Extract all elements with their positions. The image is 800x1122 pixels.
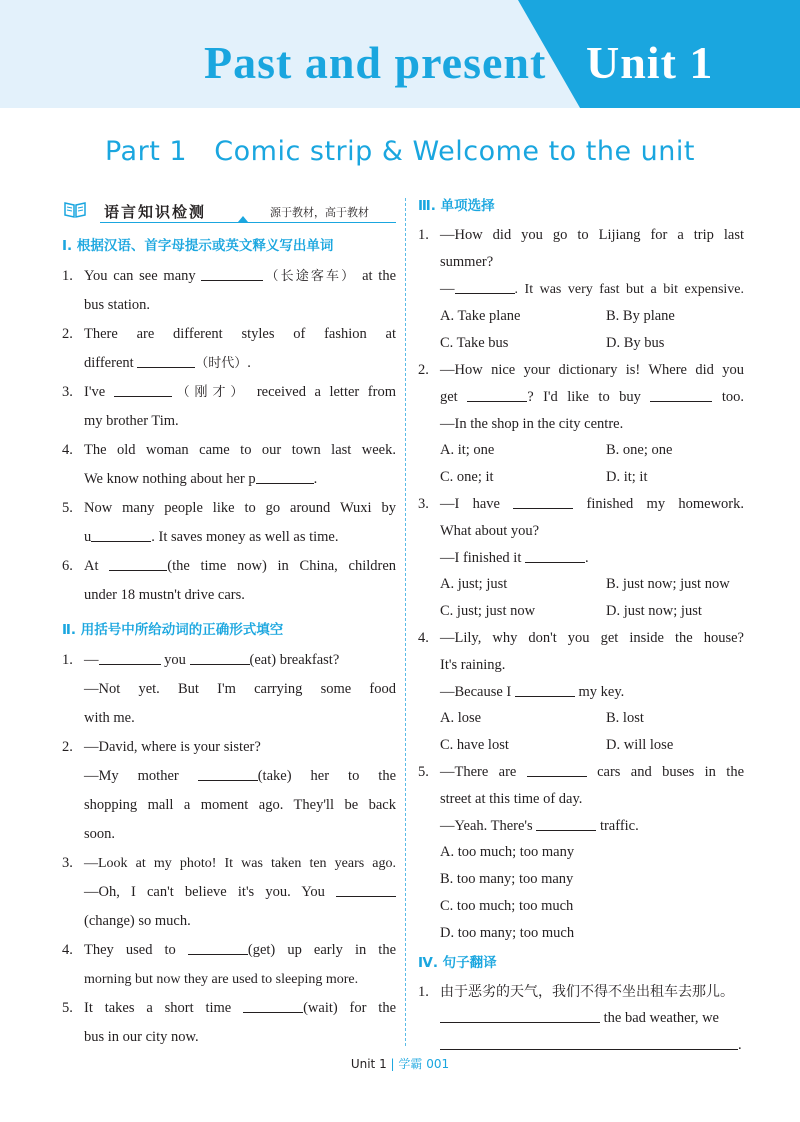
question-text: breakfast? [279, 652, 340, 668]
knowledge-subtitle: 源于教材，高于教材 [270, 206, 369, 219]
s2-question-4 [62, 936, 396, 994]
answer-blank[interactable] [515, 683, 575, 697]
question-text: at the [362, 268, 397, 284]
answer-blank[interactable] [91, 528, 151, 542]
s3-question-2 [418, 357, 744, 437]
question-text: with me. [84, 710, 135, 726]
answer-blank[interactable] [243, 999, 303, 1013]
question-text: —My mother [84, 768, 179, 784]
option-a[interactable]: A. just; just [440, 576, 508, 593]
s3-question-5 [418, 759, 744, 839]
question-text: her to the [310, 768, 397, 784]
s1-question-4 [62, 436, 396, 494]
question-text: . It saves money as well as time. [151, 529, 339, 545]
question-text: so much. [138, 913, 191, 929]
s2-question-1 [62, 646, 396, 733]
question-text: my key. [578, 683, 625, 700]
hint-text: (take) [257, 768, 292, 784]
question-text: bus in our city now. [84, 1029, 199, 1045]
knowledge-title: 语言知识检测 [104, 203, 207, 221]
section-4-heading: Ⅳ. 句子翻译 [418, 954, 497, 971]
column-divider [405, 198, 406, 1046]
question-text: . [738, 1037, 742, 1054]
part-title: Part 1 Comic strip & Welcome to the unit [104, 136, 695, 167]
option-d[interactable]: D. it; it [606, 469, 648, 486]
question-number: 2. [62, 739, 73, 755]
s2-question-5 [62, 994, 396, 1052]
footer-brand: 学霸 [398, 1057, 423, 1071]
option-a[interactable]: A. lose [440, 710, 482, 727]
option-b[interactable]: B. one; one [606, 442, 673, 459]
footer-separator: | [390, 1057, 395, 1071]
question-number: 5. [418, 763, 429, 780]
answer-blank[interactable] [525, 549, 585, 563]
answer-blank[interactable] [536, 817, 596, 831]
section-3-heading: Ⅲ. 单项选择 [418, 198, 495, 214]
question-text: —How nice your dictionary is! Where did you [440, 361, 744, 378]
knowledge-check-header [62, 196, 396, 226]
options-row [418, 920, 744, 947]
section-1-heading: Ⅰ. 根据汉语、首字母提示或英文释义写出单词 [62, 238, 334, 254]
question-text: you [164, 652, 186, 668]
right-column [418, 196, 744, 1059]
s2-question-3 [62, 849, 396, 936]
options-row [418, 464, 744, 491]
question-text: At [84, 558, 99, 574]
question-text: —There are [440, 763, 517, 780]
answer-blank[interactable] [109, 557, 167, 571]
question-text: I've [84, 384, 106, 400]
option-d[interactable]: D. will lose [606, 737, 674, 754]
hint-text: (wait) [303, 1000, 338, 1016]
s3-question-4 [418, 625, 744, 705]
question-text: bus station. [84, 297, 151, 313]
question-text: u [84, 529, 92, 545]
option-d[interactable]: D. By bus [606, 335, 665, 352]
answer-blank[interactable] [198, 767, 258, 781]
option-d[interactable]: D. just now; just [606, 603, 702, 620]
question-text: . [313, 471, 318, 487]
question-text: — [440, 280, 455, 297]
s1-question-5 [62, 494, 396, 552]
question-text: —David, where is your sister? [84, 739, 261, 755]
options-row [418, 437, 744, 464]
question-text: 由于恶劣的天气，我们不得不坐出租车去那儿。 [440, 983, 734, 1000]
question-text: traffic. [599, 817, 639, 834]
question-text: summer? [440, 253, 494, 270]
s3-question-1 [418, 222, 744, 303]
question-text: —I finished it [440, 549, 522, 566]
question-number: 1. [418, 227, 429, 243]
question-text: —Not yet. But I'm carrying some food [84, 681, 396, 697]
header-rule [100, 222, 396, 223]
options-row [418, 571, 744, 598]
s1-question-1 [62, 262, 396, 320]
question-number: 4. [62, 442, 73, 458]
question-number: 2. [62, 326, 73, 342]
page-footer [0, 1055, 800, 1072]
option-c[interactable]: C. just; just now [440, 603, 536, 620]
left-column [62, 196, 396, 1052]
question-text: —Because I [440, 683, 512, 700]
section-2-heading: Ⅱ. 用括号中所给动词的正确形式填空 [62, 622, 284, 638]
options-row [418, 705, 744, 732]
question-text: It takes a short time [84, 1000, 232, 1016]
s1-question-2 [62, 320, 396, 378]
question-text: soon. [84, 826, 116, 842]
hint-text: (get) [247, 942, 276, 958]
question-text: —How did you go to Lijiang for a trip last [440, 227, 744, 243]
answer-blank[interactable] [336, 883, 396, 897]
option-b[interactable]: B. lost [606, 710, 644, 727]
answer-blank[interactable] [201, 267, 263, 281]
option-a[interactable]: A. Take plane [440, 308, 521, 325]
footer-unit: Unit 1 [350, 1057, 387, 1071]
question-text: We know nothing about her p [84, 471, 256, 487]
option-c[interactable]: C. one; it [440, 469, 494, 486]
unit-label: Unit 1 [586, 37, 714, 88]
question-text: too. [721, 388, 745, 405]
s1-question-3 [62, 378, 396, 436]
s1-question-6 [62, 552, 396, 610]
question-text: . [584, 549, 589, 566]
page-number: 001 [426, 1057, 450, 1071]
answer-blank[interactable] [99, 651, 161, 665]
question-text: the bad weather, we [603, 1010, 719, 1027]
question-number: 3. [62, 384, 73, 400]
answer-blank[interactable] [188, 941, 248, 955]
question-text: under 18 mustn't drive cars. [84, 587, 245, 603]
question-text: finished my homework. [586, 495, 744, 512]
question-text: up early in the [287, 942, 397, 958]
options-row [418, 303, 744, 330]
question-number: 6. [62, 558, 73, 574]
question-text: —In the shop in the city centre. [440, 415, 624, 432]
option-a[interactable]: A. too much; too many [440, 844, 575, 861]
option-b[interactable]: B. just now; just now [606, 576, 730, 593]
question-text: street at this time of day. [440, 790, 583, 807]
hint-text: （时代） [195, 356, 248, 371]
question-text: in China, children [277, 558, 397, 574]
options-row [418, 732, 744, 759]
question-number: 3. [418, 495, 429, 512]
question-number: 5. [62, 1000, 73, 1016]
question-text: —Oh, I can't believe it's you. You [84, 884, 325, 900]
question-text: They used to [84, 942, 176, 958]
question-text: . [247, 355, 251, 371]
question-text: You can see many [84, 268, 196, 284]
question-text: my brother Tim. [84, 413, 179, 429]
question-text: for the [349, 1000, 397, 1016]
question-text: There are different styles of fashion at [84, 326, 396, 342]
question-number: 1. [62, 652, 73, 668]
answer-blank[interactable] [467, 388, 527, 402]
question-text: —Lily, why don't you get inside the house? [440, 629, 744, 646]
question-text: cars and buses in the [597, 763, 745, 780]
question-number: 3. [62, 855, 73, 871]
answer-blank[interactable] [513, 495, 573, 509]
question-text: — [84, 652, 99, 668]
option-c[interactable]: C. too much; too much [440, 897, 574, 914]
question-text: get [440, 388, 458, 405]
question-text: The old woman came to our town last week. [84, 442, 396, 458]
question-number: 2. [418, 361, 429, 378]
hint-text: （刚才） [171, 385, 249, 400]
question-text: ? I'd like to buy [527, 388, 641, 405]
question-text: . It was very fast but a bit expensive. [514, 281, 744, 297]
options-row [418, 839, 744, 866]
answer-blank[interactable] [440, 1009, 600, 1023]
options-row [418, 866, 744, 893]
answer-blank[interactable] [440, 1036, 738, 1050]
answer-blank[interactable] [455, 280, 515, 294]
options-row [418, 893, 744, 920]
options-row [418, 330, 744, 357]
option-c[interactable]: C. have lost [440, 737, 509, 754]
question-text: shopping mall a moment ago. They'll be back [84, 797, 396, 813]
answer-blank[interactable] [137, 354, 195, 368]
options-row [418, 598, 744, 625]
s2-question-2 [62, 733, 396, 849]
hint-text: (change) [84, 913, 135, 929]
question-text: different [84, 355, 134, 371]
question-number: 5. [62, 500, 73, 516]
question-number: 4. [62, 942, 73, 958]
question-number: 4. [418, 629, 429, 646]
question-text: —Yeah. There's [440, 817, 533, 834]
question-text: It's raining. [440, 656, 506, 673]
s4-question-1 [418, 979, 744, 1059]
hint-text: （长途客车） [263, 269, 357, 284]
question-text: Now many people like to go around Wuxi by [84, 500, 396, 516]
question-text: —Look at my photo! It was taken ten years ago. [84, 856, 396, 871]
hint-text: (eat) [249, 652, 277, 668]
answer-blank[interactable] [114, 383, 172, 397]
question-text: received a letter from [256, 384, 396, 400]
question-number: 1. [62, 268, 73, 284]
book-icon [64, 200, 86, 218]
s3-question-3 [418, 491, 744, 571]
question-text: morning but now they are used to sleeping more. [84, 972, 359, 987]
answer-blank[interactable] [190, 651, 250, 665]
question-text: —I have [440, 495, 500, 512]
unit-title: Past and present [204, 37, 547, 88]
option-d[interactable]: D. too many; too much [440, 924, 575, 941]
answer-blank[interactable] [650, 388, 712, 402]
option-b[interactable]: B. By plane [606, 308, 675, 325]
option-c[interactable]: C. Take bus [440, 335, 509, 352]
answer-blank[interactable] [527, 763, 587, 777]
option-b[interactable]: B. too many; too many [440, 871, 574, 888]
option-a[interactable]: A. it; one [440, 442, 495, 459]
question-text: What about you? [440, 522, 540, 539]
hint-text: (the time now) [167, 558, 267, 574]
answer-blank[interactable] [256, 470, 314, 484]
question-number: 1. [418, 983, 429, 1000]
header-banner [0, 0, 800, 108]
